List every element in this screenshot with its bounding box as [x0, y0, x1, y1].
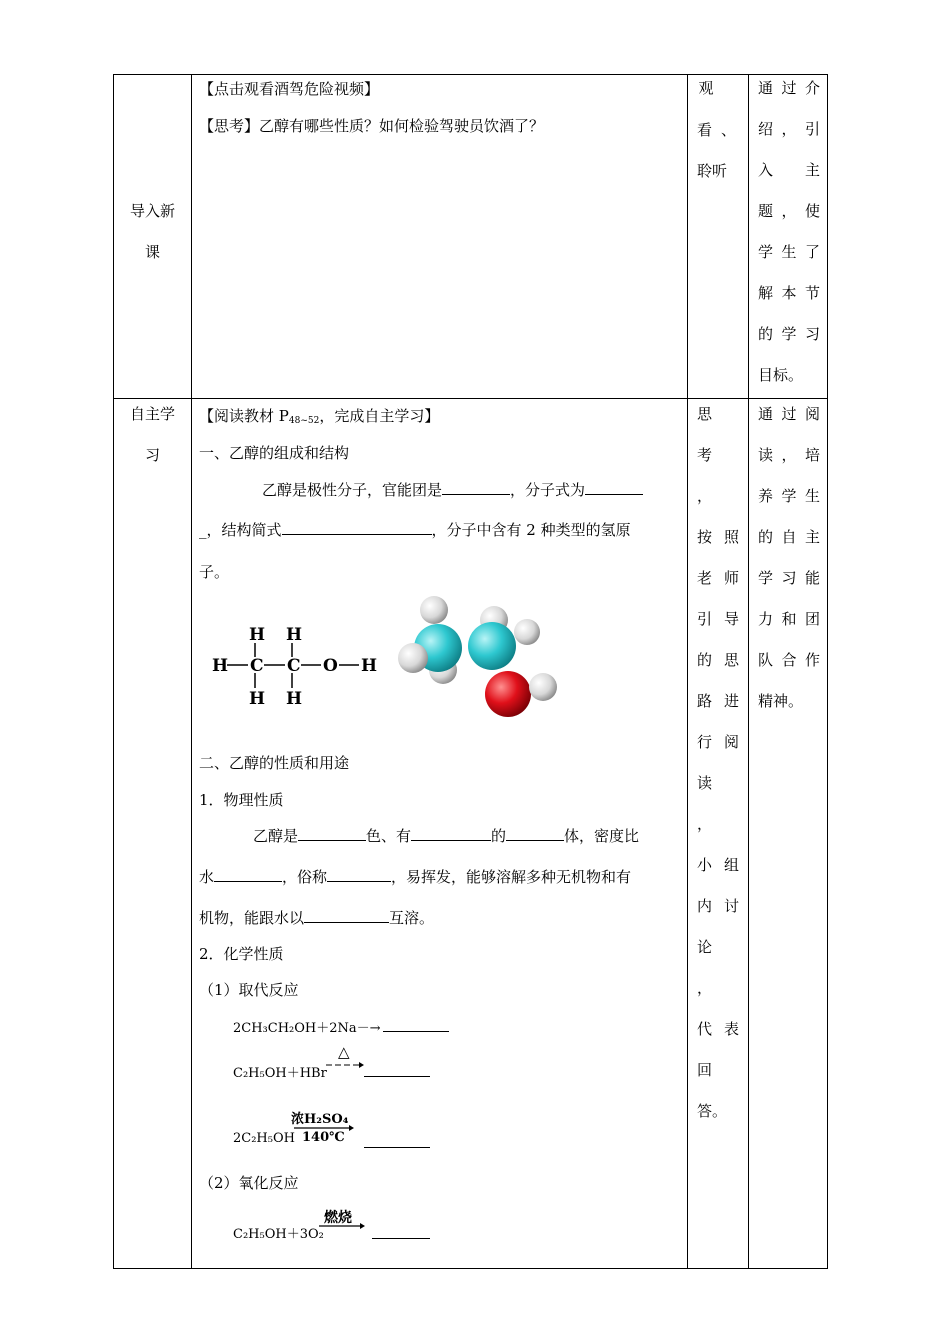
section1-paragraph-line2: [199, 519, 631, 540]
intent-line: 通过阅: [758, 405, 820, 423]
activity-line: ，: [697, 815, 713, 833]
activity-line: 答。: [697, 1102, 728, 1120]
activity-line: 引导: [697, 610, 739, 628]
section2-title: 二、乙醇的性质和用途: [199, 754, 350, 772]
intent-line: 学生了: [758, 243, 820, 261]
blank-line: [298, 826, 366, 841]
activity-char: 、: [721, 121, 746, 139]
row2-label-line: 自主学: [129, 405, 175, 423]
blank-line: [364, 1133, 430, 1148]
row2-student-activity: [693, 394, 739, 1132]
activity-line: ，: [697, 979, 713, 997]
hydrogen-atom: [514, 619, 540, 645]
text: ，俗称: [282, 868, 328, 886]
activity-line: 行阅: [697, 733, 739, 751]
col-divider-3: [748, 74, 749, 1269]
blank-line: [327, 867, 391, 882]
read-pages: 48~52: [288, 416, 320, 426]
section1-title: 一、乙醇的组成和结构: [199, 444, 350, 462]
hydrogen-atom: [398, 643, 428, 673]
atom-c: C: [287, 656, 301, 676]
blank-line: [442, 480, 510, 495]
video-link[interactable]: 【点击观看酒驾危险视频】: [199, 80, 380, 98]
blank-line: [282, 520, 432, 535]
activity-line: 老师: [697, 569, 739, 587]
read-prefix: 【阅读教材 P: [199, 407, 289, 425]
section1-paragraph-line3: 子。: [199, 563, 230, 581]
intent-line: 绍，引: [758, 120, 820, 138]
atom-c: C: [250, 656, 264, 676]
activity-line: 按照: [697, 528, 739, 546]
blank-line: [383, 1017, 449, 1032]
equation-text: 2C₂H₅OH: [233, 1131, 295, 1146]
activity-line: ，: [697, 487, 713, 505]
hydrogen-atom: [420, 596, 448, 624]
reaction-arrow: [318, 1222, 366, 1230]
table-border-bottom: [113, 1268, 828, 1269]
col-divider-2: [687, 74, 688, 1269]
text: ，分子中含有 2 种类型的氢原: [431, 521, 631, 539]
intent-line: 目标。: [758, 366, 804, 384]
intent-line: 力和团: [758, 610, 820, 628]
think-question: 【思考】乙醇有哪些性质？如何检验驾驶员饮酒了？: [199, 117, 545, 135]
hydrogen-atom: [529, 673, 557, 701]
reading-instruction: [199, 405, 439, 426]
intent-line: 的学习: [758, 325, 820, 343]
col-divider-1: [191, 74, 192, 1269]
physical-properties-title: 1．物理性质: [199, 791, 284, 809]
text: ，易挥发，能够溶解多种无机物和有: [391, 868, 632, 886]
text: 体，密度比: [564, 827, 640, 845]
activity-line: 路进: [697, 692, 739, 710]
equation-combustion: [233, 1223, 324, 1242]
read-suffix: ，完成自主学习】: [319, 407, 440, 425]
row1-student-activity: [693, 68, 719, 109]
row2-label: [114, 394, 191, 476]
blank-line: [585, 480, 643, 495]
intent-line: 解本节: [758, 284, 820, 302]
row1-student-activity-2: [697, 119, 745, 140]
substitution-reaction-title: （1）取代反应: [199, 981, 299, 999]
text: 乙醇是: [253, 827, 299, 845]
intent-line: 养学生: [758, 487, 820, 505]
blank-line: [214, 867, 282, 882]
blank-line: [411, 826, 491, 841]
table-border-top: [113, 74, 828, 75]
activity-char: 看: [697, 121, 722, 139]
atom-h: H: [212, 656, 229, 676]
intent-line: 通过介: [758, 79, 820, 97]
atom-h: H: [361, 656, 378, 676]
carbon-atom: [468, 622, 516, 670]
activity-line: 回: [697, 1061, 713, 1079]
ethanol-ball-model: [390, 588, 570, 723]
physical-paragraph-line2: [199, 866, 631, 887]
atom-h: H: [286, 625, 303, 645]
text: 机物，能跟水以: [199, 909, 305, 927]
equation-text: C₂H₅OH＋3O₂: [233, 1227, 324, 1242]
heat-condition: △: [338, 1043, 350, 1061]
text: 互溶。: [389, 909, 435, 927]
text: 乙醇是极性分子，官能团是: [262, 481, 443, 499]
ethanol-structural-formula: [205, 620, 385, 710]
intent-line: 精神。: [758, 692, 804, 710]
equation-dehydration: [233, 1131, 295, 1146]
chemical-properties-title: 2．化学性质: [199, 945, 284, 963]
row1-intent: [758, 68, 820, 396]
activity-line: 的思: [697, 651, 739, 669]
intent-line: 读，培: [758, 446, 820, 464]
text: _，结构简式: [199, 521, 282, 539]
blank-line: [372, 1224, 430, 1239]
activity-char: 观: [698, 79, 714, 97]
table-border-right: [827, 74, 828, 1269]
intent-line: 的自主: [758, 528, 820, 546]
equation-hbr: [233, 1062, 327, 1081]
blank-line: [506, 826, 564, 841]
atom-h: H: [286, 689, 303, 709]
intent-line: 题，使: [758, 202, 820, 220]
intent-line: 学习能: [758, 569, 820, 587]
atom-o: O: [323, 656, 338, 676]
oxidation-reaction-title: （2）氧化反应: [199, 1174, 299, 1192]
physical-paragraph-line3: [199, 907, 434, 928]
activity-line: 读: [697, 774, 713, 792]
row2-label-line: 习: [144, 446, 160, 464]
activity-line: 代表: [697, 1020, 739, 1038]
text: ，分子式为: [510, 481, 586, 499]
blank-line: [304, 908, 389, 923]
condition-temperature: 140℃: [302, 1130, 345, 1145]
row1-label-line: 导入新: [129, 202, 175, 220]
equation-sodium: [233, 1017, 449, 1036]
reaction-arrow: [325, 1060, 365, 1070]
text: 的: [491, 827, 507, 845]
activity-line: 内讨: [697, 897, 739, 915]
physical-paragraph-line1: [253, 825, 639, 846]
row1-label: [114, 191, 191, 273]
equation-text: C₂H₅OH＋HBr: [233, 1066, 327, 1081]
row1-label-line: 课: [144, 243, 160, 261]
condition-sulfuric-acid: 浓H₂SO₄: [291, 1112, 349, 1127]
condition-combustion: 燃烧: [324, 1210, 352, 1226]
activity-line: 思: [697, 405, 713, 423]
intent-line: 队合作: [758, 651, 820, 669]
text: 水: [199, 868, 215, 886]
activity-line: 小组: [697, 856, 739, 874]
text: 色、有: [366, 827, 412, 845]
row1-student-activity-3: 聆听: [697, 162, 728, 180]
activity-line: 论: [697, 938, 713, 956]
atom-h: H: [249, 625, 266, 645]
atom-h: H: [249, 689, 266, 709]
equation-text: 2CH₃CH₂OH＋2Na－→: [233, 1021, 381, 1036]
activity-line: 考: [697, 446, 713, 464]
oxygen-atom: [485, 671, 531, 717]
blank-line: [364, 1062, 430, 1077]
intent-line: 入 主: [758, 161, 820, 179]
section1-paragraph-line1: [262, 479, 643, 500]
row2-intent: [758, 394, 820, 722]
